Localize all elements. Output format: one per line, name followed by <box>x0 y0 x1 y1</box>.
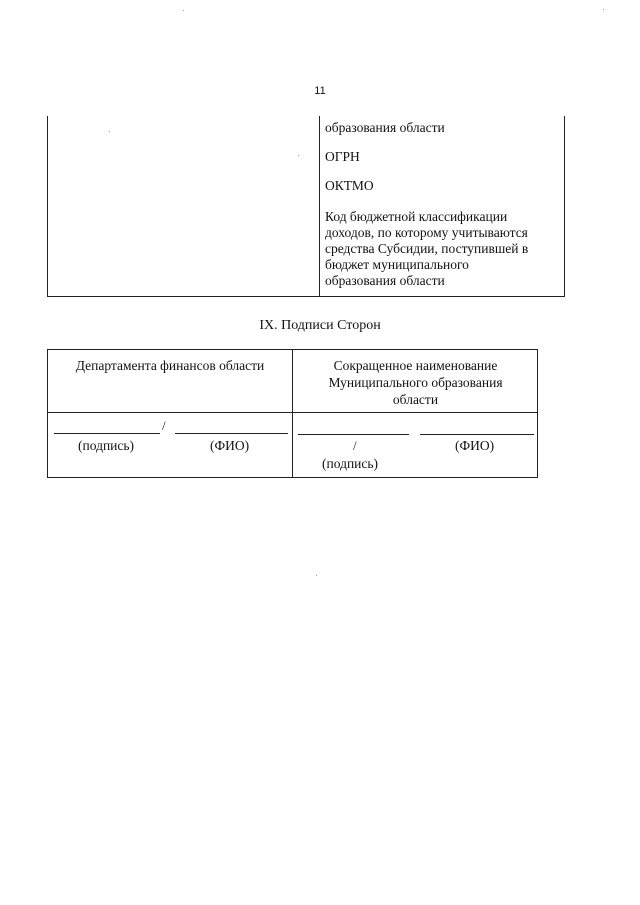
left-signature-line <box>54 433 160 434</box>
requisite-kbk-line: Код бюджетной классификации <box>325 209 508 224</box>
left-signature-label: (подпись) <box>78 438 135 453</box>
column-divider <box>319 116 320 296</box>
right-party-header <box>293 357 538 408</box>
requisite-ogrn: ОГРН <box>325 149 360 164</box>
right-name-line <box>420 434 534 435</box>
requisite-kbk-line: образования области <box>325 273 445 288</box>
requisite-line: образования области <box>325 120 445 135</box>
left-name-label: (ФИО) <box>210 438 250 453</box>
requisite-kbk-line: средства Субсидии, поступившей в <box>325 241 529 256</box>
page-number: 11 <box>314 85 326 97</box>
requisites-right-column <box>325 120 563 289</box>
requisite-oktmo: ОКТМО <box>325 178 374 193</box>
left-party-header: Департамента финансов области <box>75 358 265 373</box>
row-divider <box>48 412 537 413</box>
left-name-line <box>175 433 288 434</box>
scan-speck <box>183 10 184 11</box>
right-party-header-line: Сокращенное наименование <box>333 358 498 373</box>
section-title: IX. Подписи Сторон <box>259 318 381 333</box>
left-slash: / <box>162 418 166 433</box>
right-signature-line <box>298 434 409 435</box>
signatures-table <box>47 349 538 478</box>
requisite-kbk-line: бюджет муниципального <box>325 257 469 272</box>
right-party-header-line: Муниципального образования <box>328 375 503 390</box>
scan-speck <box>603 9 604 10</box>
right-party-header-line: области <box>392 392 439 407</box>
requisites-table-continuation <box>47 116 565 297</box>
requisite-kbk-line: доходов, по которому учитываются <box>325 225 528 240</box>
scan-speck <box>298 155 299 156</box>
scan-speck <box>316 575 317 576</box>
right-name-label: (ФИО) <box>455 438 495 453</box>
scan-speck <box>109 131 110 132</box>
right-signature-label: (подпись) <box>322 456 379 471</box>
right-slash: / <box>353 438 357 453</box>
